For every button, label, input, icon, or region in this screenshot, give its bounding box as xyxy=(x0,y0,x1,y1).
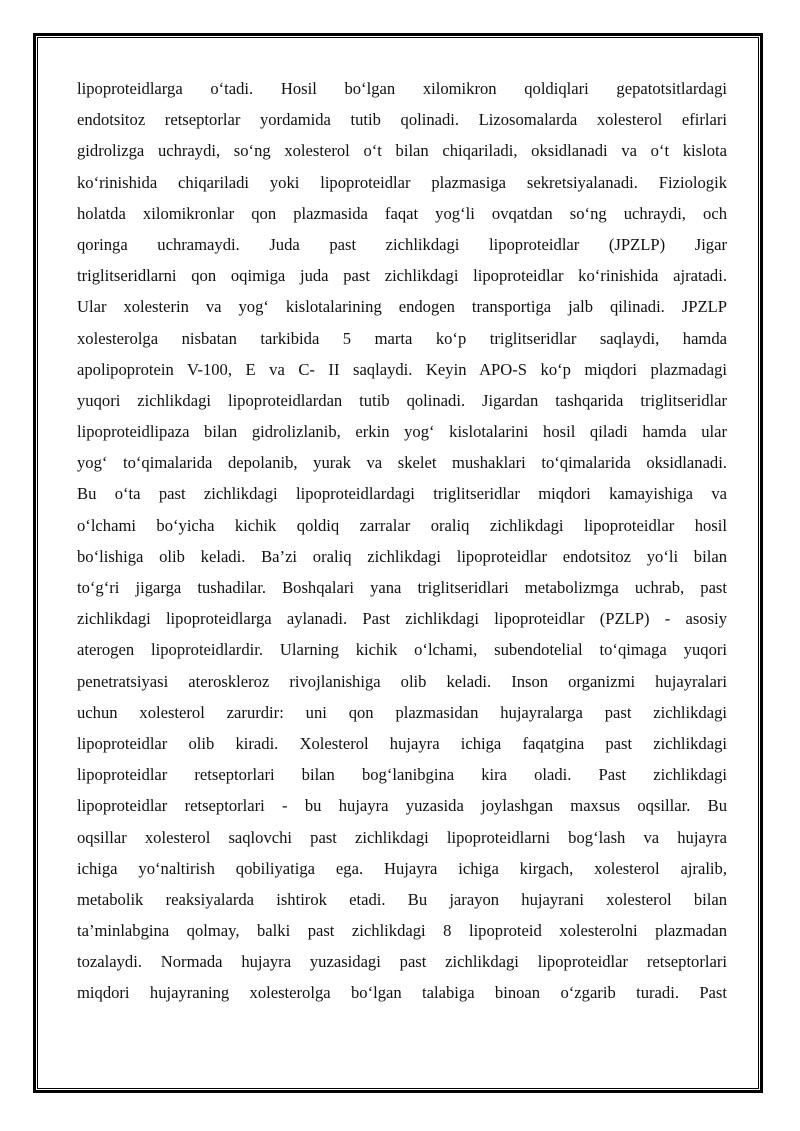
text-line: endotsitoz retseptorlar yordamida tutib qolinadi. Lizosomalarda xolesterol efirlari xyxy=(77,110,727,130)
text-line: yog‘ to‘qimalarida depolanib, yurak va skelet mushaklari to‘qimalarida oksidlanadi. xyxy=(77,453,727,473)
text-line: yuqori zichlikdagi lipoproteidlardan tutib qolinadi. Jigardan tashqarida triglitseridlar xyxy=(77,390,727,410)
text-line: lipoproteidlar retseptorlari - bu hujayra yuzasida joylashgan maxsus oqsillar. Bu xyxy=(77,796,727,816)
text-line: lipoproteidlar olib kiradi. Xolesterol hujayra ichiga faqatgina past zichlikdagi xyxy=(77,733,727,753)
text-line: triglitseridlarni qon oqimiga juda past zichlikdagi lipoproteidlar ko‘rinishida ajratadi. xyxy=(77,266,727,286)
text-line: metabolik reaksiyalarda ishtirok etadi. Bu jarayon hujayrani xolesterol bilan xyxy=(77,889,727,909)
text-line: o‘lchami bo‘yicha kichik qoldiq zarralar oraliq zichlikdagi lipoproteidlar hosil xyxy=(77,515,727,535)
text-line: qoringa uchramaydi. Juda past zichlikdagi lipoproteidlar (JPZLP) Jigar xyxy=(77,234,727,254)
text-line: tozalaydi. Normada hujayra yuzasidagi past zichlikdagi lipoproteidlar retseptorlari xyxy=(77,952,727,972)
text-line: penetratsiyasi ateroskleroz rivojlanishiga olib keladi. Inson organizmi hujayralari xyxy=(77,671,727,691)
text-line: ta’minlabgina qolmay, balki past zichlikdagi 8 lipoproteid xolesterolni plazmadan xyxy=(77,921,727,941)
text-line: oqsillar xolesterol saqlovchi past zichlikdagi lipoproteidlarni bog‘lash va hujayra xyxy=(77,827,727,847)
text-line: uchun xolesterol zarurdir: uni qon plazmasidan hujayralarga past zichlikdagi xyxy=(77,702,727,722)
text-line: zichlikdagi lipoproteidlarga aylanadi. Past zichlikdagi lipoproteidlar (PZLP) - asosiy xyxy=(77,609,727,629)
text-line: Bu o‘ta past zichlikdagi lipoproteidlardagi triglitseridlar miqdori kamayishiga va xyxy=(77,484,727,504)
text-line: lipoproteidlarga o‘tadi. Hosil bo‘lgan xilomikron qoldiqlari gepatotsitlardagi xyxy=(77,79,727,98)
text-line: ichiga yo‘naltirish qobiliyatiga ega. Hujayra ichiga kirgach, xolesterol ajralib, xyxy=(77,858,727,878)
text-line: miqdori hujayraning xolesterolga bo‘lgan talabiga binoan o‘zgarib turadi. Past xyxy=(77,983,727,1003)
text-line: to‘g‘ri jigarga tushadilar. Boshqalari yana triglitseridlari metabolizmga uchrab, past xyxy=(77,578,727,597)
text-line: bo‘lishiga olib keladi. Ba’zi oraliq zichlikdagi lipoproteidlar endotsitoz yo‘li bilan xyxy=(77,546,727,566)
text-line: lipoproteidlipaza bilan gidrolizlanib, erkin yog‘ kislotalarini hosil qiladi hamda ular xyxy=(77,422,727,442)
body-text xyxy=(77,73,727,1009)
text-line: holatda xilomikronlar qon plazmasida faqat yog‘li ovqatdan so‘ng uchraydi, och xyxy=(77,203,727,223)
text-line: aterogen lipoproteidlardir. Ularning kichik o‘lchami, subendotelial to‘qimaga yuqori xyxy=(77,640,727,660)
text-line: lipoproteidlar retseptorlari bilan bog‘lanibgina kira oladi. Past zichlikdagi xyxy=(77,765,727,785)
text-line: gidrolizga uchraydi, so‘ng xolesterol o‘t bilan chiqariladi, oksidlanadi va o‘t kislota xyxy=(77,141,727,161)
text-line: ko‘rinishida chiqariladi yoki lipoproteidlar plazmasiga sekretsiyalanadi. Fiziologik xyxy=(77,172,727,192)
text-line: xolesterolga nisbatan tarkibida 5 marta ko‘p triglitseridlar saqlaydi, hamda xyxy=(77,328,727,348)
text-line: apolipoprotein V-100, E va C- II saqlaydi. Keyin APO-S ko‘p miqdori plazmadagi xyxy=(77,359,727,379)
text-line: Ular xolesterin va yog‘ kislotalarining endogen transportiga jalb qilinadi. JPZLP xyxy=(77,297,727,317)
